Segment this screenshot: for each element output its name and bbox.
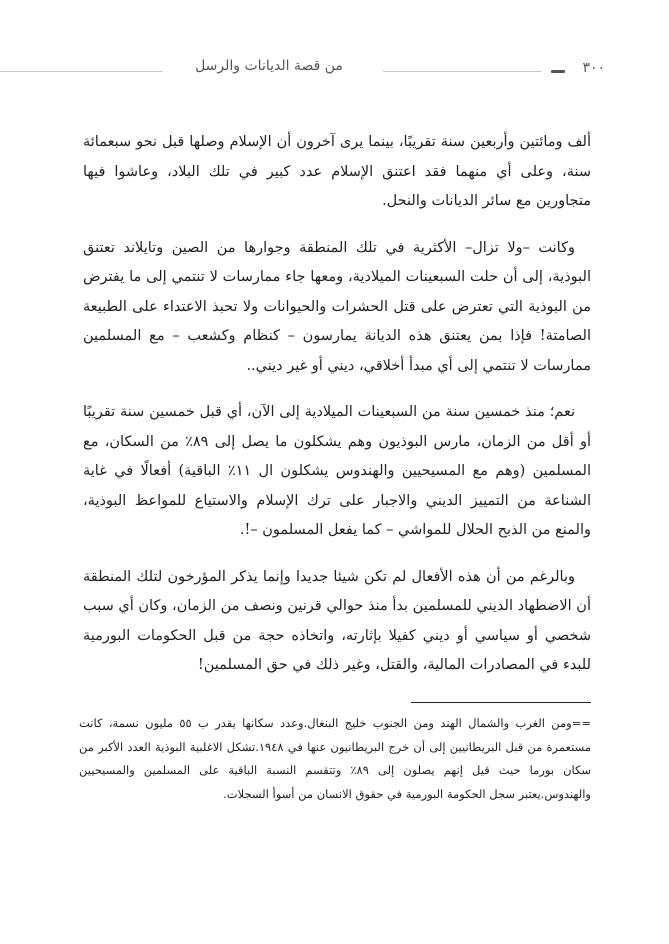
paragraph-3-text: نعم؛ منذ خمسين سنة من السبعينات الميلادية إلى الآن، أي قبل خمسين سنة تقريبًا أو أقل من الزمان، مارس البوذيون وهم يشكلون ما يصل إلى ٨٩٪ من السكان، مع المسلمين (وهم مع المسيحيين والهندوس يشكلون ال ١١٪ الباقية) أفعالًا في غاية الشناعة من التمييز الديني والاجبار على ترك الإسلام والاستياع للمواعظ البوذية، والمنع من الذبح الحلال للمواشي – كما يفعل المسلمون –!. [83, 404, 592, 538]
page-number: ٣٠٠ [582, 60, 605, 76]
running-header [0, 58, 669, 82]
footnote-separator [411, 702, 591, 703]
body-text [83, 128, 591, 698]
page-number-dash [551, 70, 565, 73]
paragraph-2-text: وكانت –ولا تزال– الأكثرية في تلك المنطقة وجوارها من الصين وتايلاند تعتنق البوذية، إلى أن حلت السبعينات الميلادية، ومعها جاء ممارسات لا تنتمي إلى ما يفترض من البوذية التي تعترض على قتل الحشرات والحيوانات ولا تحبذ الاعتداء على الطبيعة الصامتة! فإذا بمن يعتنق هذه الديانة يمارسون – كنظام وكشعب – مع المسلمين ممارسات لا تنتمي إلى أي مبدأ أخلاقي، ديني أو غير ديني.. [83, 239, 591, 374]
paragraph-2 [83, 234, 591, 382]
paragraph-4-text: وبالرغم من أن هذه الأفعال لم تكن شيئا جديدا وإنما يذكر المؤرخون لتلك المنطقة أن الاضطهاد الديني للمسلمين بدأ منذ حوالي قرنين ونصف من الزمان، وكان أي سبب شخصي أو سياسي أو ديني كفيلا بإثارته، واتخاذه حجة من قبل الحكومات البورمية للبدء في المصادرات المالية، والقتل، وغير ذلك في حق المسلمين! [83, 568, 591, 673]
paragraph-4 [83, 563, 591, 681]
footnote: ==ومن الغرب والشمال الهند ومن الجنوب خليج البنغال.وعدد سكانها يقدر ب ٥٥ مليون نسمة، كانت مستعمرة من قبل البريطانيين إلى أن خرج البريطانيون عنها في ١٩٤٨.تشكل الاغلبية البوذية العدد الأكبر من سكان بورما حيث قيل إنهم يصلون إلى ٨٩٪ وتتقسم النسبة الباقية على المسلمين والمسيحيين والهندوس.يعتبر سجل الحكومة البورمية في حقوق الانسان من أسوأ السجلات. [79, 716, 591, 801]
header-rule-left [0, 71, 163, 72]
paragraph-1: ألف ومائتين وأربعين سنة تقريبًا، بينما يرى آخرون أن الإسلام وصلها قبل نحو سبعمائة سنة، وعلى أي منهما فقد اعتنق الإسلام عدد كبير في تلك البلاد، وعاشوا فيها متجاورين مع سائر الديانات والنحل. [83, 134, 591, 209]
header-rule-right [383, 71, 541, 72]
running-title: من قصة الديانات والرسل [195, 58, 343, 74]
paragraph-3 [83, 398, 591, 546]
